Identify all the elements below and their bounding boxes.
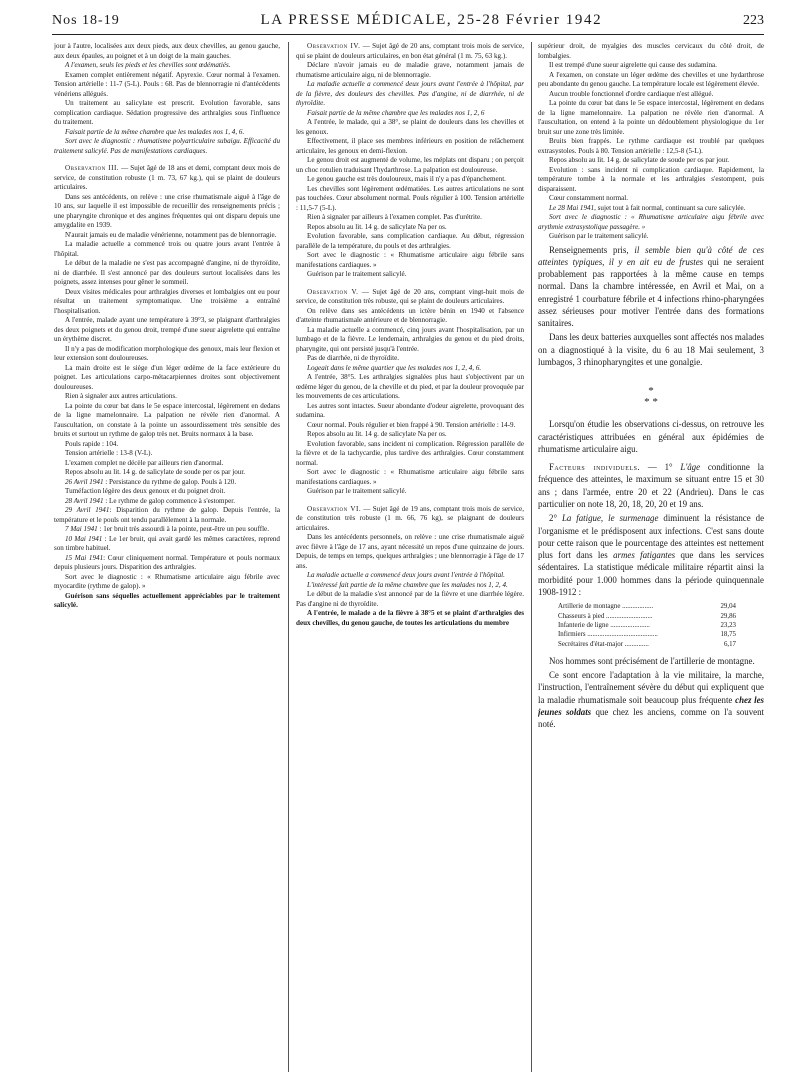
entry-date: 26 Avril 1941 [65, 477, 104, 486]
paragraph: Rien à signaler aux autres articulations. [65, 392, 177, 400]
paragraph: La main droite est le siège d'un léger œdème de la face extérieure du poignet. Les articulations carpo-métacarpiennes droites sont objectivement douloureuses. [54, 363, 280, 391]
table-row: Infirmiers ......................................... 18,75 [558, 631, 736, 639]
paragraph: Guérison par le traitement salicylé. [307, 270, 407, 278]
paragraph: Sort avec le diagnostic : « Rhumatisme articulaire aigu fébrile avec myocardite (rythme de galop). » [54, 572, 280, 590]
paragraph: jour à l'autre, localisées aux deux pieds, aux deux chevilles, au genou gauche, aux deux épaules, au poignet et à un doigt de la main gauches. [54, 42, 280, 60]
paragraph: Tension artérielle : 13-8 (V-L). [65, 449, 153, 457]
paragraph: supérieur droit, de myalgies des muscles cervicaux du côté droit, de lombalgies. [538, 42, 764, 60]
paragraph: Un traitement au salicylate est prescrit. Evolution favorable, sans complication cardiaque. Sédation progressive des arthralgies sous l'influence du traitement. [54, 99, 280, 126]
emphasis: il semble bien qu'à côté de ces atteintes typiques, il y en ait eu de frustes [538, 244, 764, 267]
observation-intro: — Sujet âgé de 20 ans, comptant trois mois de service, qui se plaint de douleurs articulaires, en bon état général (1 m. 75, 63 kg.). [296, 42, 524, 60]
paragraph: Cœur normal. Pouls régulier et bien frappé à 90. Tension artérielle : 14-9. [307, 420, 516, 429]
table-row: Infanterie de ligne ....................... 23,23 [558, 621, 736, 629]
paragraph: Repos absolu au lit. 14 g. de salicylate de soude per os par jour. [549, 156, 730, 164]
paragraph: Facteurs individuels. — 1° L'âge conditionne la fréquence des atteintes, le maximum se situant entre 15 et 30 ans ; dans l'armée, entre 20 et 22 (Andrieu). Dans le cas particulier on note 18, 20, 18, 20, 20 et 19 ans. [538, 462, 764, 509]
paragraph: 2° La fatigue, le surmenage diminuent la résistance de l'organisme et le prédisposent aux infections. C'est sans doute pour cette raison que le pourcentage des atteintes est nettement plus fort dans les armes fatigantes que dans les services sédentaires. La statistique médicale militaire répartit ainsi la morbidité pour 1.000 hommes dans la période quinquennale 1908-1912 : [538, 513, 764, 597]
observation-heading: Observation III. [65, 164, 120, 172]
paragraph: Les autres sont intactes. Sueur abondante d'odeur aigrelette, provoquant des sudamina. [296, 401, 524, 419]
paragraph: La pointe du cœur bat dans le 5e espace intercostal, légèrement en dedans de la ligne mamelonnaire. La palpation ne révèle rien d'anormal. A l'auscultation, on entend à la pointe un dédoublement physiologique du 1er bruit sur une zone très limitée. [538, 99, 764, 136]
paragraph: Sort avec le diagnostic : « Rhumatisme articulaire aigu fébrile sans manifestations cardiaques. » [296, 468, 524, 486]
observation-intro: — Sujet âgé de 19 ans, comptant trois mois de service, de constitution très robuste (1 m. 66, 76 kg), se plaignant de douleurs articulaires. [296, 504, 524, 532]
paragraph: Nos hommes sont précisément de l'artillerie de montagne. [549, 655, 755, 666]
paragraph: Le genou gauche est très douloureux, mais il n'y a pas d'épanchement. [307, 175, 506, 183]
entry-date: 29 Avril 1941 [65, 506, 110, 514]
paragraph: Repos absolu au lit. 14 g. de salicylate Na per os. [307, 430, 447, 438]
paragraph: La maladie actuelle a commencé deux jours avant l'entrée à l'hôpital. [307, 571, 505, 579]
observation-heading: Observation IV. [307, 42, 361, 50]
paragraph: Déclare n'avoir jamais eu de maladie grave, notamment jamais de rhumatisme articulaire aigu, ni de blennorragie. [296, 61, 524, 79]
paragraph: A l'entrée, 38°5. Les arthralgies signalées plus haut s'objectivent par un œdème léger du genou, de la cheville et du pied, et par la douleur provoquée par les mouvements de ces articulations. [296, 373, 524, 400]
dated-entry: 15 Mai 1941: Cœur cliniquement normal. Température et pouls normaux depuis plusieurs jours. Disparition des arthralgies. [54, 553, 280, 571]
paragraph: Dans ses antécédents, on relève : une crise rhumatismale aiguë à l'âge de 10 ans, sur laquelle il est impossible de recueillir des renseignements précis ; une pharyngite chronique et des angines fréquentes qui ont disparu depuis une amygdalite en 1939. [54, 192, 280, 229]
journal-title: LA PRESSE MÉDICALE, 25-28 Février 1942 [260, 12, 603, 28]
table-row: Chasseurs à pied ........................... 29,86 [558, 612, 736, 620]
paragraph: L'examen complet ne décèle par ailleurs rien d'anormal. [65, 458, 224, 467]
paragraph: Effectivement, il place ses membres inférieurs en position de relâchement articulaire, les genoux en demi-flexion. [296, 137, 524, 155]
entry-date: 7 Mai 1941 [65, 525, 98, 533]
paragraph: Deux visites médicales pour arthralgies diverses et lombalgies ont eu pour résultat un traitement symptomatique. Une troisième a entraîné l'hospitalisation. [54, 287, 280, 315]
paragraph [54, 137, 280, 156]
paragraph: La maladie actuelle a commencé trois ou quatre jours avant l'entrée à l'hôpital. [54, 240, 280, 258]
paragraph: L'intéressé fait partie de la même chambre que les malades nos 1, 2, 4. [307, 580, 508, 589]
paragraph: Aucun trouble fonctionnel d'ordre cardiaque n'est allégué. [549, 89, 714, 98]
dated-entry: 10 Mai 1941 : Le 1er bruit, qui avait gardé les mêmes caractères, reprend son timbre habituel. [54, 534, 280, 552]
paragraph: Il n'y a pas de modification morphologique des genoux, mais leur flexion et leur extension sont douloureuses. [54, 344, 280, 362]
paragraph: Evolution favorable, sans incident ni complication. Régression parallèle de la fièvre et de la tachycardie, plus tardive des arthralgies. Cœur constamment normal. [296, 439, 524, 467]
paragraph: Examen complet entièrement négatif. Apyrexie. Cœur normal à l'examen. Tension artérielle : 11-7 (5-L). Pouls : 68. Pas de blennorragie ni d'antécédents vénériens allégués. [54, 70, 280, 98]
paragraph: A l'examen, on constate un léger œdème des chevilles et une hydarthrose peu abondante du genou gauche. La température locale est légèrement élevée. [538, 70, 764, 88]
column-3 [538, 42, 764, 1074]
paragraph: Lorsqu'on étudie les observations ci-dessus, on retrouve les caractéristiques attribuées en général aux épidémies de rhumatisme articulaire aigu. [538, 419, 764, 454]
observation-intro: — Sujet âgé de 20 ans, comptant vingt-huit mois de service, de constitution très robuste, qui se plaint de douleurs articulaires. [296, 287, 524, 305]
paragraph: Sort avec le diagnostic : « Rhumatisme articulaire aigu fébrile sans manifestations cardiaques. » [296, 251, 524, 269]
dated-entry: 26 Avril 1941 : Persistance du rythme de galop. Pouls à 120. [65, 477, 237, 486]
paragraph: N'aurait jamais eu de maladie vénérienne, notamment pas de blennorragie. [65, 230, 277, 239]
paragraph: Logeait dans le même quartier que les malades nos 1, 2, 4, 6. [307, 363, 482, 372]
observation-6 [296, 505, 524, 534]
paragraph: Renseignements pris, il semble bien qu'à côté de ces atteintes typiques, il y en ait eu de frustes qui ne seraient probablement pas rapportées à la même cause en temps normal. Dans la chambre intéressée, en Avril et Mai, on a enregistré 1 courbature fébrile et 4 infections rhino-pharyngées assez sérieuses pour motiver l'entrée dans des formations sanitaires. [538, 244, 764, 329]
paragraph: La maladie actuelle a commencé, cinq jours avant l'hospitalisation, par un lumbago et de la fièvre. Le lendemain, arthralgies du genou et du pied droits, pharyngite, qui ont persisté jusqu'à l'entrée. [296, 325, 524, 353]
paragraph: A l'entrée, le malade a de la fièvre à 38°5 et se plaint d'arthralgies des deux chevilles, du genou gauche, de toutes les articulations du membre [296, 609, 524, 627]
observation-intro: — Sujet âgé de 18 ans et demi, comptant deux mois de service, de constitution robuste (1 m. 73, 67 kg.), qui se plaint de douleurs articulaires. [54, 164, 280, 191]
paragraph: La maladie actuelle a commencé deux jours avant l'entrée à l'hôpital, par de la fièvre, des douleurs des chevilles. Pas d'angine, ni de diarrhée, ni de thyroïdite. [296, 80, 524, 107]
paragraph: Repos absolu au lit. 14 g. de salicylate Na per os. [307, 222, 447, 231]
paragraph: Les chevilles sont légèrement œdématiées. Les autres articulations ne sont pas touchées. Cœur absolument normal. Pouls régulier à 100. Tension artérielle : 11,5-7 (5-L). [296, 184, 524, 212]
entry-date: 10 Mai 1941 [65, 534, 103, 543]
paragraph: A l'examen, seuls les pieds et les chevilles sont œdématiés. [65, 61, 231, 69]
section-heading: Facteurs individuels. [549, 462, 641, 473]
paragraph: Cœur constamment normal. [549, 194, 629, 202]
paragraph: Dans les antécédents personnels, on relève : une crise rhumatismale aiguë avec fièvre à l'âge de 17 ans, ayant nécessité un repos d'une quinzaine de jours. Depuis, de temps en temps, quelques arthralgies ; une blennorragie à l'âge de 17 ans. [296, 533, 524, 570]
emphasis: chez les jeunes soldats [538, 694, 764, 717]
dated-entry: Le 28 Mai 1941, sujet tout à fait normal, continuant sa cure salicylée. [549, 203, 746, 212]
column-1 [54, 42, 280, 1074]
issue-number: Nos 18-19 [52, 13, 120, 28]
observation-heading: Observation VI. [307, 504, 362, 513]
paragraph: Evolution favorable, sans complication cardiaque. Au début, régression parallèle de la température, du pouls et des arthralgies. [296, 232, 524, 250]
paragraph: Faisait partie de la même chambre que les malades nos 1, 4, 6. [65, 127, 245, 136]
paragraph: Dans les deux batteries auxquelles sont affectés nos malades on a diagnostiqué à la visite, du 6 au 18 Mai seulement, 3 lumbagos, 3 rhinopharyngites et une gonalgie. [538, 332, 764, 368]
paragraph: Le début de la maladie ne s'est pas accompagné d'angine, ni de thyroïdite, ni de diarrhée. Il s'est annoncé par des douleurs surtout localisées dans les poignets, assez intenses pour gêner le sommeil. [54, 259, 280, 286]
table-row: Artillerie de montagne .................. 29,04 [558, 603, 736, 611]
observation-5 [296, 288, 524, 307]
table-row: Secrétaires d'état-major .............. 6,17 [558, 640, 736, 648]
column-divider [288, 42, 289, 1072]
paragraph: Le genou droit est augmenté de volume, les méplats ont disparu ; on perçoit un choc rotulien traduisant l'hydarthrose. La palpation est douloureuse. [296, 156, 524, 174]
paragraph: Sort avec le diagnostic : « Rhumatisme articulaire aigu fébrile avec arythmie extrasystolique passagère. » [538, 213, 764, 231]
paragraph: Ce sont encore l'adaptation à la vie militaire, la marche, l'instruction, l'entraînement sévère du début qui expliquent que la maladie rhumatismale soit beaucoup plus fréquente chez les jeunes soldats que chez les anciens, comme on l'a souvent noté. [538, 670, 764, 730]
observation-4 [296, 42, 524, 61]
paragraph: La pointe du cœur bat dans le 5e espace intercostal, légèrement en dedans de la ligne mamelonnaire. La palpation ne révèle rien d'anormal. A l'auscultation, on constate à la pointe un assourdissement très sensible des bruits et surtout un rythme de galop très net. Bruits normaux à la base. [54, 401, 280, 438]
observation-3 [54, 164, 280, 193]
paragraph: Faisait partie de la même chambre que les malades nos 1, 2, 6 [307, 108, 485, 117]
dated-entry: 28 Avril 1941 : Le rythme de galop commence à s'estomper. [65, 496, 235, 505]
morbidity-table [558, 602, 736, 649]
section-separator: * * * [644, 385, 658, 409]
page-number: 223 [742, 13, 764, 28]
diagnosis-text: Sort avec le diagnostic : rhumatisme polyarticulaire subaigu. Efficacité du traitement salicylé. Pas de manifestations cardiaques. [54, 137, 280, 155]
paragraph: Bruits bien frappés. Le rythme cardiaque est troublé par quelques extrasystoles. Pouls à 80. Tension artérielle : 12,5-8 (5-L). [538, 137, 764, 155]
page-header [52, 12, 764, 35]
paragraph: Tuméfaction légère des deux genoux et du poignet droit. [65, 487, 226, 495]
paragraph: Pas de diarrhée, ni de thyroïdite. [307, 354, 399, 362]
paragraph: A l'entrée, le malade, qui a 38°, se plaint de douleurs dans les chevilles et les genoux. [296, 118, 524, 136]
paragraph: Guérison par le traitement salicylé. [549, 232, 649, 240]
paragraph: Guérison par le traitement salicylé. [307, 487, 407, 495]
paragraph: Il est trempé d'une sueur aigrelette qui cause des sudamina. [549, 61, 717, 69]
entry-date: Le 28 Mai 1941 [549, 203, 595, 212]
paragraph: Repos absolu au lit. 14 g. de salicylate de soude per os par jour. [65, 468, 246, 476]
paragraph: On relève dans ses antécédents un ictère bénin en 1940 et l'absence d'atteinte rhumatismale antérieure et de blennorragie. [296, 306, 524, 324]
paragraph: Evolution : sans incident ni complication cardiaque. Rapidement, la température tombe à la normale et les arthralgies s'estompent, puis disparaissent. [538, 165, 764, 193]
entry-date: 28 Avril 1941 [65, 496, 104, 505]
paragraph: Le début de la maladie s'est annoncé par de la fièvre et une diarrhée légère. Pas d'angine ni de thyroïdite. [296, 590, 524, 608]
column-divider [531, 42, 532, 1072]
paragraph: Pouls rapide : 104. [65, 439, 119, 448]
dated-entry: 7 Mai 1941 : 1er bruit très assourdi à la pointe, peut-être un peu souffle. [65, 525, 269, 533]
observation-heading: Observation V. [307, 287, 359, 296]
paragraph: A l'entrée, malade ayant une température à 39°3, se plaignant d'arthralgies des deux poignets et du genou droit, trempé d'une sueur aigrelette qui entraîne un érythème discret. [54, 316, 280, 343]
entry-date: 15 Mai 1941 [65, 553, 104, 562]
paragraph: Guérison sans séquelles actuellement appréciables par le traitement salicylé. [54, 591, 280, 609]
paragraph: Rien à signaler par ailleurs à l'examen complet. Pas d'urétrite. [307, 213, 482, 221]
dated-entry: 29 Avril 1941: Disparition du rythme de galop. Depuis l'entrée, la température et le pouls ont tendu parallèlement à la normale. [54, 506, 280, 524]
column-2 [296, 42, 524, 1074]
